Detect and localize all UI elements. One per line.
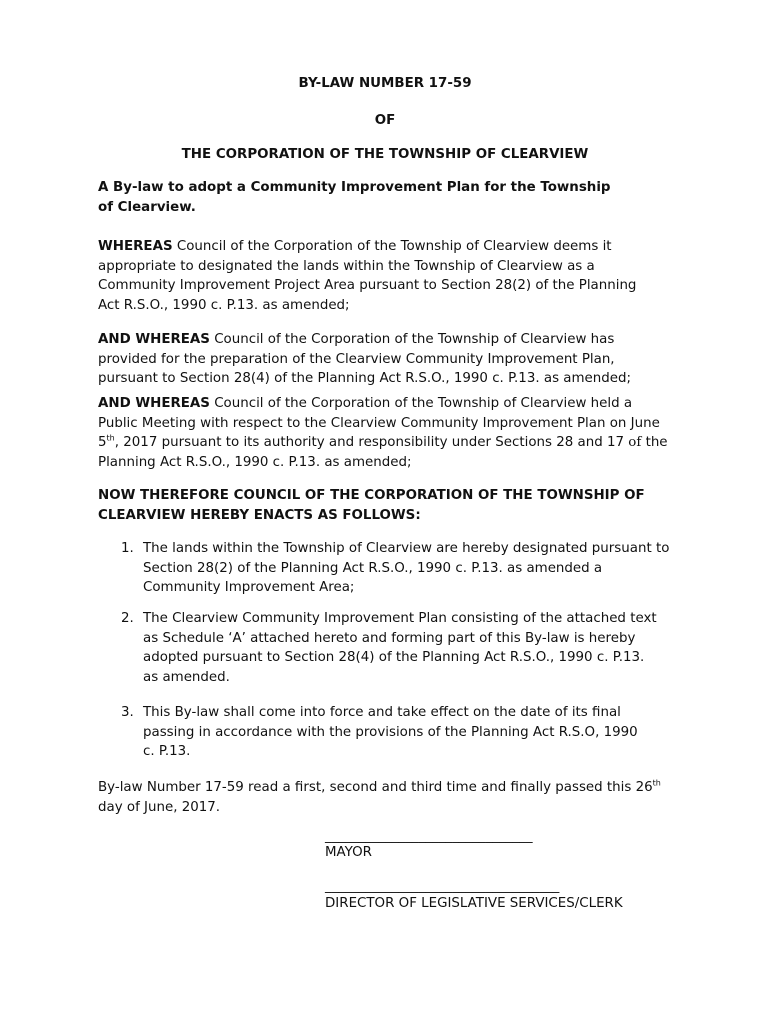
- date-day: 5: [98, 435, 107, 450]
- item-line: Section 28(2) of the Planning Act R.S.O., 1990 c. P.13. as amended a: [143, 560, 603, 576]
- whereas-1-line-4: Act R.S.O., 1990 c. P.13. as amended;: [98, 297, 350, 313]
- whereas-clause-1: [98, 237, 698, 315]
- and-whereas-lead: AND WHEREAS: [98, 332, 210, 347]
- bylaw-purpose-line-2: of Clearview.: [98, 199, 196, 215]
- and-whereas-lead: AND WHEREAS: [98, 396, 210, 411]
- mayor-label: MAYOR: [325, 845, 372, 860]
- item-body: [143, 703, 703, 762]
- passing-date-suffix: th: [652, 778, 661, 788]
- passing-text: By-law Number 17-59 read a first, second and third time and finally passed this 26: [98, 780, 653, 795]
- item-number: 1.: [121, 541, 134, 556]
- bylaw-number-heading: BY-LAW NUMBER 17-59: [298, 76, 472, 91]
- enacting-clause: [98, 486, 698, 525]
- item-number: 3.: [121, 705, 134, 720]
- item-number: 2.: [121, 611, 134, 626]
- enacting-line-2: CLEARVIEW HEREBY ENACTS AS FOLLOWS:: [98, 507, 421, 523]
- date-suffix: th: [106, 433, 115, 443]
- clerk-signature-line: ___________________________________: [325, 879, 560, 894]
- mayor-signature-line: _______________________________: [325, 829, 533, 844]
- whereas-2-text: Council of the Corporation of the Township of Clearview has: [209, 332, 615, 347]
- item-line: This By-law shall come into force and take effect on the date of its final: [143, 705, 621, 720]
- item-line: as amended.: [143, 669, 230, 685]
- item-line: The lands within the Township of Clearview are hereby designated pursuant to: [143, 541, 670, 556]
- whereas-1-line-1: [98, 237, 698, 257]
- whereas-1-line-3: Community Improvement Project Area pursuant to Section 28(2) of the Planning: [98, 278, 637, 293]
- whereas-3-line-3-text: , 2017 pursuant to its authority and responsibility under Sections 28 and 17: [114, 435, 629, 450]
- corporation-heading: THE CORPORATION OF THE TOWNSHIP OF CLEARVIEW: [181, 147, 589, 162]
- whereas-3-text: Council of the Corporation of the Township of Clearview held a: [209, 396, 633, 411]
- item-line: passing in accordance with the provisions of the Planning Act R.S.O, 1990: [143, 724, 638, 740]
- whereas-1-line-2: appropriate to designated the lands within the Township of Clearview as a: [98, 258, 595, 274]
- passing-line-2: day of June, 2017.: [98, 799, 221, 815]
- whereas-2-line-2: provided for the preparation of the Clearview Community Improvement Plan,: [98, 351, 615, 367]
- item-body: [143, 609, 703, 687]
- passing-line-1: [98, 778, 698, 798]
- item-line: Community Improvement Area;: [143, 580, 355, 595]
- whereas-3-line-3: [98, 433, 698, 453]
- item-line: as Schedule ‘A’ attached hereto and forming part of this By-law is hereby: [143, 630, 636, 646]
- word-the: the: [641, 435, 668, 450]
- whereas-clause-2: [98, 330, 698, 389]
- whereas-2-line-1: [98, 330, 698, 350]
- item-body: [143, 539, 703, 598]
- whereas-3-line-4: Planning Act R.S.O., 1990 c. P.13. as amended;: [98, 454, 412, 470]
- enacting-line-1: NOW THEREFORE COUNCIL OF THE CORPORATION OF THE TOWNSHIP OF: [98, 488, 645, 503]
- whereas-3-line-2: Public Meeting with respect to the Clearview Community Improvement Plan on June: [98, 415, 660, 431]
- bylaw-purpose-line-1: A By-law to adopt a Community Improvement Plan for the Township: [98, 180, 611, 195]
- item-line: c. P.13.: [143, 744, 191, 759]
- heading-of: OF: [374, 113, 396, 128]
- whereas-1-text: Council of the Corporation of the Township of Clearview deems it: [172, 239, 612, 254]
- item-line: adopted pursuant to Section 28(4) of the Planning Act R.S.O., 1990 c. P.13.: [143, 650, 645, 665]
- whereas-2-line-3: pursuant to Section 28(4) of the Planning Act R.S.O., 1990 c. P.13. as amended;: [98, 371, 632, 386]
- whereas-lead: WHEREAS: [98, 239, 173, 254]
- whereas-clause-3: [98, 394, 698, 472]
- clerk-label: DIRECTOR OF LEGISLATIVE SERVICES/CLERK: [325, 896, 623, 911]
- word-of: of: [628, 435, 642, 450]
- passing-statement: [98, 778, 698, 817]
- bylaw-purpose: [98, 178, 698, 217]
- whereas-3-line-1: [98, 394, 698, 414]
- item-line: The Clearview Community Improvement Plan consisting of the attached text: [143, 611, 657, 626]
